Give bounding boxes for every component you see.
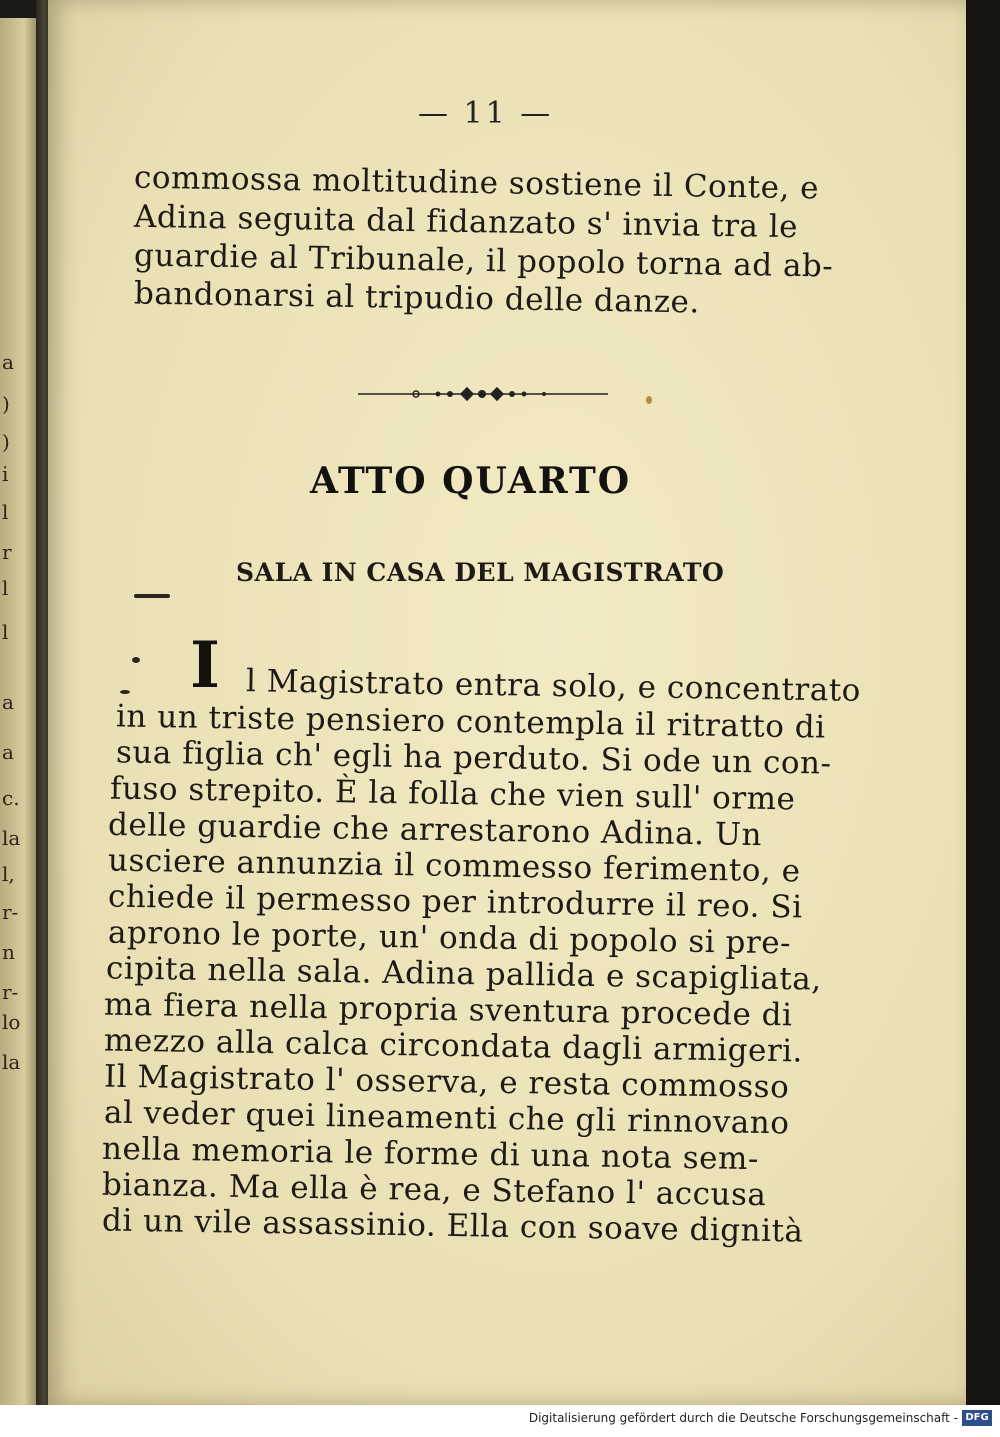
drop-cap: I	[190, 628, 220, 703]
previous-page-edge	[0, 18, 40, 1408]
previous-page-fragment: r-	[2, 900, 19, 924]
previous-page-fragment: la	[2, 826, 21, 850]
act-title: ATTO QUARTO	[310, 460, 632, 502]
text-line: l Magistrato entra solo, e concentrato	[245, 663, 862, 709]
text-line: aprono le porte, un' onda di popolo si pre-	[107, 914, 792, 962]
scene-title: SALA IN CASA DEL MAGISTRATO	[236, 558, 725, 587]
text-line: ma fiera nella propria sventura procede di	[103, 986, 793, 1034]
previous-page-fragment: l,	[2, 862, 15, 886]
text-line: delle guardie che arrestarono Adina. Un	[107, 806, 763, 854]
ink-speck	[132, 657, 140, 663]
text-line: bianza. Ma ella è rea, e Stefano l' accusa	[101, 1166, 767, 1214]
text-line: usciere annunzia il commesso ferimento, e	[107, 842, 801, 890]
previous-page-fragment: la	[2, 1050, 21, 1074]
previous-page-fragment: l	[2, 620, 9, 644]
previous-page-fragment: )	[2, 430, 10, 454]
text-line: chiede il permesso per introdurre il reo. Si	[107, 878, 803, 926]
ornament-divider	[358, 386, 608, 402]
text-line: fuso strepito. È la folla che vien sull' orme	[109, 770, 796, 818]
previous-page-fragment: l	[2, 576, 9, 600]
text-line: commossa moltitudine sostiene il Conte, e	[133, 159, 820, 207]
previous-page-fragment: )	[2, 392, 10, 416]
text-line: cipita nella sala. Adina pallida e scapigliata,	[105, 950, 822, 998]
previous-page-fragment: a	[2, 350, 14, 374]
text-line: bandonarsi al tripudio delle danze.	[133, 275, 701, 321]
previous-page-fragment: n	[2, 940, 15, 964]
text-line: mezzo alla calca circondata dagli armigeri.	[103, 1022, 804, 1070]
text-line: Adina seguita dal fidanzato s' invia tra le	[133, 198, 799, 246]
ink-speck	[134, 594, 170, 598]
ink-speck	[646, 396, 652, 404]
text-line: guardie al Tribunale, il popolo torna ad ab-	[133, 237, 834, 285]
previous-page-fragment: l	[2, 500, 9, 524]
previous-page-fragment: lo	[2, 1010, 21, 1034]
text-line: Il Magistrato l' osserva, e resta commosso	[103, 1058, 790, 1106]
ink-speck	[120, 690, 130, 694]
text-line: sua figlia ch' egli ha perduto. Si ode un con-	[115, 734, 832, 782]
footer-credit: Digitalisierung gefördert durch die Deutsche Forschungsgemeinschaft -	[528, 1411, 958, 1425]
previous-page-fragment: a	[2, 690, 14, 714]
text-line: in un triste pensiero contempla il ritratto di	[115, 698, 826, 746]
dfg-logo: DFG	[962, 1410, 992, 1426]
text-line: nella memoria le forme di una nota sem-	[101, 1130, 760, 1178]
previous-page-fragment: c.	[2, 786, 20, 810]
previous-page-fragment: a	[2, 740, 14, 764]
text-line: al veder quei lineamenti che gli rinnovano	[103, 1094, 790, 1142]
right-background	[966, 0, 1000, 1405]
previous-page-fragment: i	[2, 462, 9, 486]
previous-page-fragment: r	[2, 540, 12, 564]
text-line: di un vile assassinio. Ella con soave dignità	[101, 1202, 804, 1250]
page-number: — 11 —	[418, 96, 554, 131]
previous-page-fragment: r-	[2, 980, 19, 1004]
